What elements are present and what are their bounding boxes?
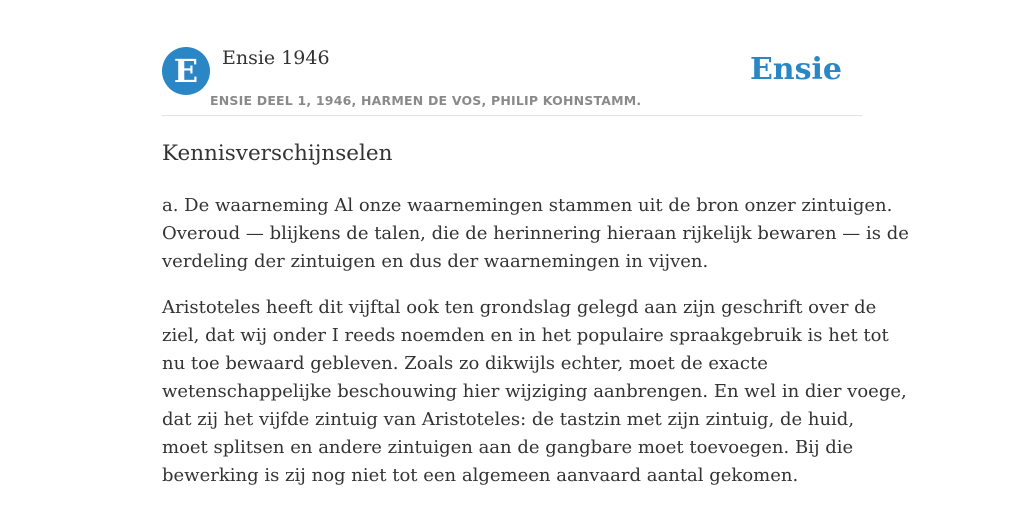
paragraph-line: bewerking is zij nog niet tot een algemeen aanvaard aantal gekomen. <box>162 465 799 486</box>
source-title[interactable]: Ensie 1946 <box>222 47 330 69</box>
paragraph-line: nu toe bewaard gebleven. Zoals zo dikwijls echter, moet de exacte <box>162 353 768 374</box>
paragraph-line: Overoud — blijkens de talen, die de herinnering hieraan rijkelijk bewaren — is de <box>162 223 909 244</box>
paragraph-line: moet splitsen en andere zintuigen aan de gangbare moet toevoegen. Bij die <box>162 437 854 458</box>
header-divider <box>162 115 862 116</box>
source-meta: ENSIE DEEL 1, 1946, HARMEN DE VOS, PHILIP KOHNSTAMM. <box>210 93 642 108</box>
paragraph-1 <box>162 192 909 276</box>
paragraph-2 <box>162 294 907 490</box>
article-card <box>162 0 909 512</box>
paragraph-line: wetenschappelijke beschouwing hier wijziging aanbrengen. En wel in dier voege, <box>162 381 907 402</box>
paragraph-line: ziel, dat wij onder I reeds noemden en in het populaire spraakgebruik is het tot <box>162 325 889 346</box>
paragraph-line: Aristoteles heeft dit vijftal ook ten grondslag gelegd aan zijn geschrift over de <box>162 297 877 318</box>
article-title: Kennisverschijnselen <box>162 141 393 166</box>
article-body <box>162 192 909 508</box>
paragraph-line: verdeling der zintuigen en dus der waarnemingen in vijven. <box>162 251 709 272</box>
brand-logo[interactable]: Ensie <box>749 52 842 87</box>
paragraph-line: dat zij het vijfde zintuig van Aristoteles: de tastzin met zijn zintuig, de huid, <box>162 409 855 430</box>
ensie-logo-icon[interactable]: E <box>162 47 210 95</box>
paragraph-line: a. De waarneming Al onze waarnemingen stammen uit de bron onzer zintuigen. <box>162 195 893 216</box>
